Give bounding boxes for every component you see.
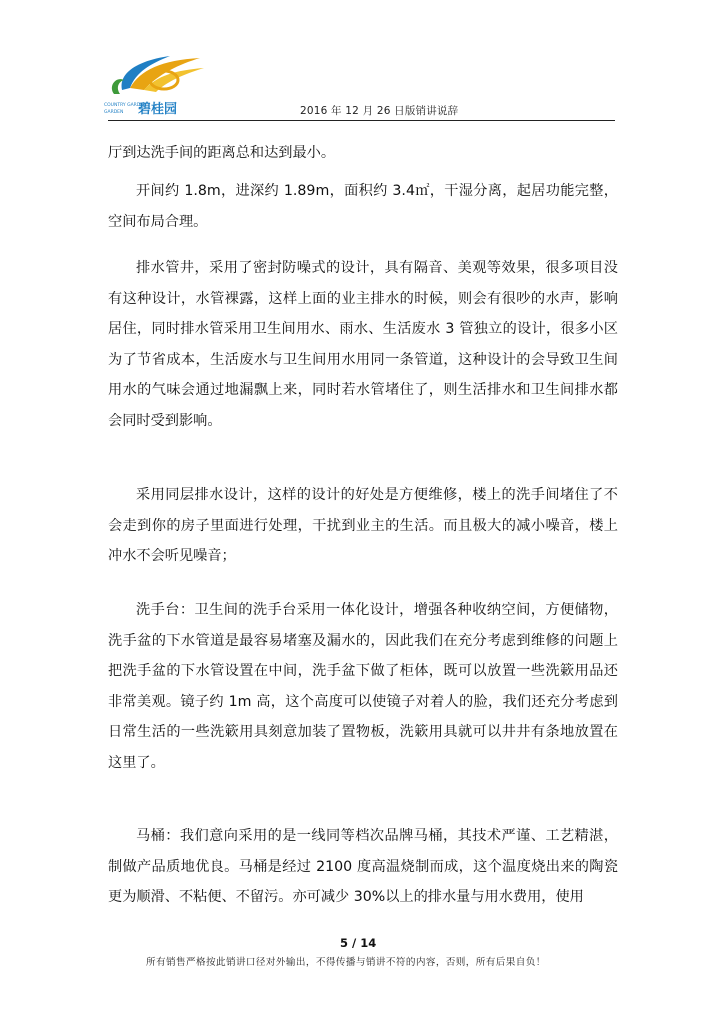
paragraph-2: 开间约 1.8m，进深约 1.89m，面积约 3.4㎡，干湿分离，起居功能完整，空间布局合理。	[108, 183, 618, 230]
company-logo	[100, 50, 210, 118]
header-divider	[108, 120, 615, 121]
logo-sub-text: COUNTRY GARDEN	[104, 103, 147, 108]
paragraph-5: 洗手台：卫生间的洗手台采用一体化设计，增强各种收纳空间，方便储物，洗手盆的下水管道是最容易堵塞及漏水的，因此我们在充分考虑到维修的问题上把洗手盆的下水管设置在中间，洗手盆下做了柜体，既可以放置一些洗簌用品还非常美观。镜子约 1m 高，这个高度可以使镜子对着人的脸，我们还充分考虑到日常生活的一些洗簌用具刻意加装了置物板，洗簌用具就可以井井有条地放置在这里了。	[108, 602, 618, 771]
country-garden-logo-icon	[100, 50, 210, 118]
page-number: 5 / 14	[340, 936, 377, 950]
header-title: 2016 年 12 月 26 日版销讲说辞	[300, 105, 459, 117]
svg-text:GARDEN: GARDEN	[104, 110, 124, 115]
paragraph-4: 采用同层排水设计，这样的设计的好处是方便维修，楼上的洗手间堵住了不会走到你的房子里面进行处理，干扰到业主的生活。而且极大的减小噪音，楼上冲水不会听见噪音；	[108, 487, 618, 565]
paragraph-3: 排水管井，采用了密封防噪式的设计，具有隔音、美观等效果，很多项目没有这种设计，水管裸露，这样上面的业主排水的时候，则会有很吵的水声，影响居住，同时排水管采用卫生间用水、雨水、生活废水 3 管独立的设计，很多小区为了节省成本，生活废水与卫生间用水用同一条管道，这种设计的会导致卫生间用水的气味会通过地漏飘上来，同时若水管堵住了，则生活排水和卫生间排水都会同时受到影响。	[108, 260, 618, 429]
logo-brand-text: 碧桂园	[138, 102, 178, 117]
paragraph-1: 厅到达洗手间的距离总和达到最小。	[108, 145, 336, 161]
paragraph-6: 马桶：我们意向采用的是一线同等档次品牌马桶，其技术严谨、工艺精湛，制做产品质地优良。马桶是经过 2100 度高温烧制而成，这个温度烧出来的陶瓷更为顺滑、不粘便、不留污。亦可减少 30%以上的排水量与用水费用，使用	[108, 828, 618, 906]
footer-notice: 所有销售严格按此销讲口径对外输出，不得传播与销讲不符的内容，否则，所有后果自负！	[146, 957, 546, 968]
